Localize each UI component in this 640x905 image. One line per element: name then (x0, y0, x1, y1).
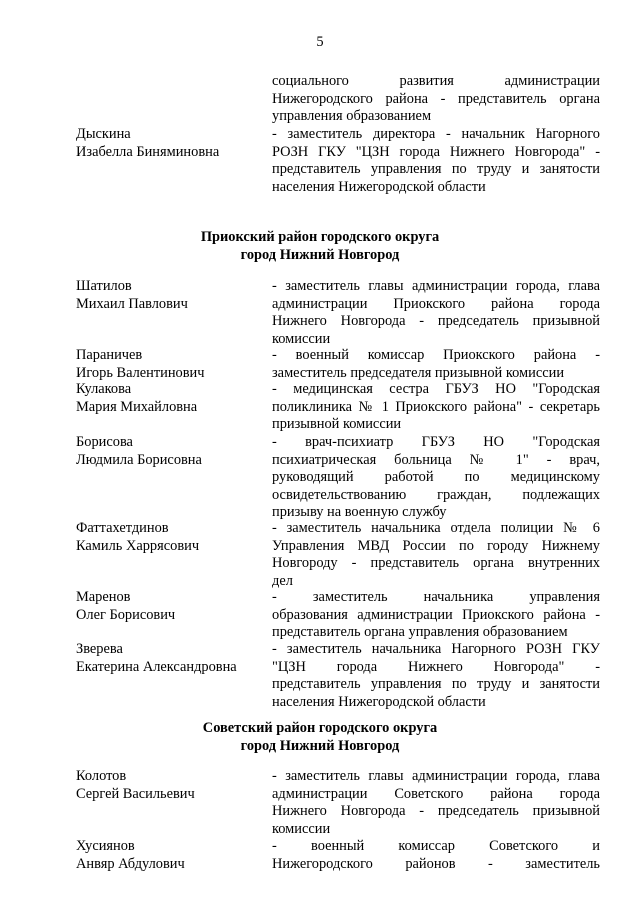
member-name (76, 641, 266, 676)
role-line: - заместитель главы администрации города, глава (272, 768, 600, 784)
member-surname: Шатилов (76, 278, 132, 294)
member-role (272, 641, 600, 711)
member-name (76, 838, 266, 873)
member-role (272, 126, 600, 196)
member-role (272, 434, 600, 522)
member-role (272, 838, 600, 873)
member-given-names: Сергей Васильевич (76, 785, 195, 802)
role-line: представитель органа управления образованием (272, 624, 568, 640)
role-line: - заместитель начальника Нагорного РОЗН ГКУ (272, 641, 600, 657)
district-heading-line: Приокский район городского округа (200, 229, 440, 245)
role-line: психиатрическая больница № 1" - врач, (272, 451, 600, 468)
role-line: администрации Советского района города (272, 785, 600, 802)
role-line: представитель управления по труду и занятости (272, 676, 600, 692)
role-line: комиссии (272, 820, 331, 837)
role-line: РОЗН ГКУ "ЦЗН города Нижнего Новгорода" - (272, 143, 600, 160)
member-given-names: Екатерина Александровна (76, 658, 237, 675)
member-role (272, 278, 600, 348)
role-line: освидетельствованию граждан, подлежащих (272, 486, 600, 503)
member-given-names: Олег Борисович (76, 606, 176, 623)
member-surname: Зверева (76, 641, 123, 657)
role-line: - заместитель начальника управления (272, 589, 600, 605)
role-line: - военный комиссар Приокского района - (272, 347, 600, 363)
district-heading (0, 229, 640, 264)
role-line: социального развития администрации (272, 73, 600, 89)
role-line: - заместитель начальника отдела полиции № 6 (272, 520, 600, 536)
role-line: представитель управления по труду и занятости (272, 161, 600, 177)
role-line: Нижегородского районов - заместитель (272, 855, 600, 872)
role-line: "ЦЗН города Нижнего Новгорода" - (272, 658, 600, 675)
role-line: управления образованием (272, 108, 432, 124)
member-name (76, 278, 266, 313)
page-number: 5 (316, 34, 324, 50)
member-given-names: Михаил Павлович (76, 295, 188, 312)
role-line: - заместитель директора - начальник Нагорного (272, 126, 600, 142)
role-line: заместитель председателя призывной комиссии (272, 364, 565, 381)
member-surname: Колотов (76, 768, 127, 784)
role-line: администрации Приокского района города (272, 295, 600, 312)
role-line: - заместитель главы администрации города, глава (272, 278, 600, 294)
role-line: населения Нижегородской области (272, 178, 486, 195)
member-surname: Маренов (76, 589, 131, 605)
member-name (76, 126, 266, 161)
district-heading-line: Советский район городского округа (202, 720, 438, 736)
member-given-names: Камиль Харрясович (76, 537, 200, 554)
role-line: - военный комиссар Советского и (272, 838, 600, 854)
member-role (272, 381, 600, 434)
role-line: призыву на военную службу (272, 504, 447, 520)
member-surname: Дыскина (76, 126, 131, 142)
district-heading (0, 720, 640, 755)
member-role (272, 589, 600, 642)
member-given-names: Изабелла Биняминовна (76, 143, 220, 160)
role-line: - медицинская сестра ГБУЗ НО "Городская (272, 381, 600, 397)
member-role (272, 73, 600, 126)
member-surname: Хусиянов (76, 838, 135, 854)
member-given-names: Людмила Борисовна (76, 451, 202, 468)
role-line: призывной комиссии (272, 416, 402, 432)
member-name (76, 434, 266, 469)
role-line: поликлиника № 1 Приокского района" - секретарь (272, 398, 600, 415)
role-line: - врач-психиатр ГБУЗ НО "Городская (272, 434, 600, 450)
member-name (76, 520, 266, 555)
role-line: Новгороду - представитель органа внутренних (272, 555, 600, 571)
member-given-names: Мария Михайловна (76, 398, 198, 415)
role-line: Нижегородского района - представитель органа (272, 90, 600, 107)
member-name (76, 768, 266, 803)
member-role (272, 347, 600, 382)
role-line: Нижнего Новгорода - председатель призывной (272, 313, 600, 329)
member-surname: Борисова (76, 434, 133, 450)
role-line: руководящий работой по медицинскому (272, 469, 600, 485)
member-given-names: Игорь Валентинович (76, 364, 205, 381)
role-line: населения Нижегородской области (272, 693, 486, 710)
member-surname: Кулакова (76, 381, 132, 397)
member-role (272, 520, 600, 590)
member-name (76, 347, 266, 382)
role-line: комиссии (272, 330, 331, 347)
role-line: Управления МВД России по городу Нижнему (272, 537, 600, 554)
member-surname: Фаттахетдинов (76, 520, 169, 536)
member-role (272, 768, 600, 838)
member-given-names: Анвяр Абдулович (76, 855, 185, 872)
role-line: дел (272, 572, 293, 589)
member-name (76, 381, 266, 416)
member-surname: Параничев (76, 347, 143, 363)
district-heading-line: город Нижний Новгород (240, 737, 400, 754)
role-line: образования администрации Приокского района - (272, 606, 600, 623)
role-line: Нижнего Новгорода - председатель призывной (272, 803, 600, 819)
district-heading-line: город Нижний Новгород (240, 246, 400, 263)
member-name (76, 589, 266, 624)
